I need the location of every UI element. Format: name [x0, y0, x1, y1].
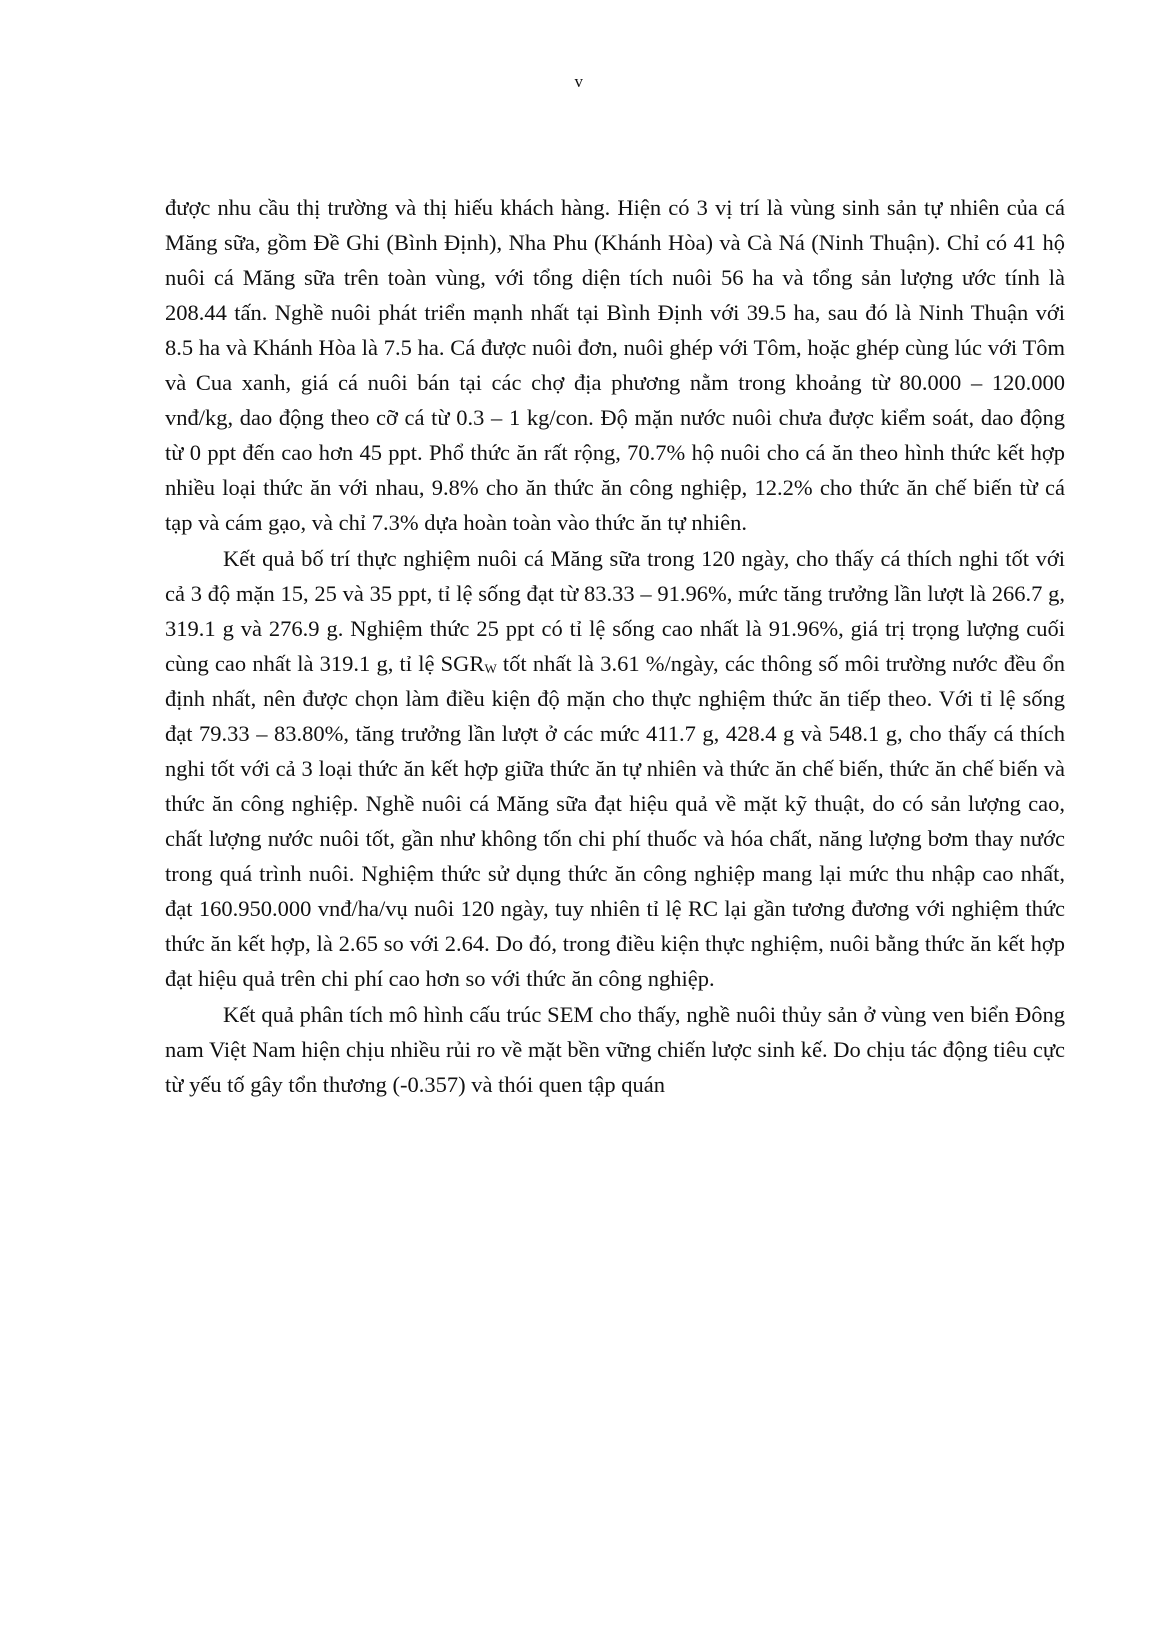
document-body	[165, 190, 1065, 1102]
paragraph-experiment-results-part1: Kết quả bố trí thực nghiệm nuôi cá Măng sữa trong 120 ngày, cho thấy cá thích nghi tốt với cả 3 độ mặn 15, 25 và 35 ppt, tỉ lệ sống đạt từ 83.33 – 91.96%, mức tăng trưởng lần lượt là 266.7 g, 319.1 g và 276.9 g. Nghiệm thức 25 ppt có tỉ lệ sống cao nhất là 91.96%, giá trị trọng lượng cuối cùng cao nhất là 319.1 g, tỉ lệ SGR	[165, 546, 1065, 676]
paragraph-aquaculture-survey: được nhu cầu thị trường và thị hiếu khách hàng. Hiện có 3 vị trí là vùng sinh sản tự nhiên của cá Măng sữa, gồm Đề Ghi (Bình Định), Nha Phu (Khánh Hòa) và Cà Ná (Ninh Thuận). Chỉ có 41 hộ nuôi cá Măng sữa trên toàn vùng, với tổng diện tích nuôi 56 ha và tổng sản lượng ước tính là 208.44 tấn. Nghề nuôi phát triển mạnh nhất tại Bình Định với 39.5 ha, sau đó là Ninh Thuận với 8.5 ha và Khánh Hòa là 7.5 ha. Cá được nuôi đơn, nuôi ghép với Tôm, hoặc ghép cùng lúc với Tôm và Cua xanh, giá cá nuôi bán tại các chợ địa phương nằm trong khoảng từ 80.000 – 120.000 vnđ/kg, dao động theo cỡ cá từ 0.3 – 1 kg/con. Độ mặn nước nuôi chưa được kiểm soát, dao động từ 0 ppt đến cao hơn 45 ppt. Phổ thức ăn rất rộng, 70.7% hộ nuôi cho cá ăn theo hình thức kết hợp nhiều loại thức ăn với nhau, 9.8% cho ăn thức ăn công nghiệp, 12.2% cho thức ăn chế biến từ cá tạp và cám gạo, và chỉ 7.3% dựa hoàn toàn vào thức ăn tự nhiên.	[165, 195, 1065, 535]
sgr-subscript: W	[484, 661, 497, 676]
paragraph-sem-analysis: Kết quả phân tích mô hình cấu trúc SEM cho thấy, nghề nuôi thủy sản ở vùng ven biển Đông nam Việt Nam hiện chịu nhiều rủi ro về mặt bền vững chiến lược sinh kế. Do chịu tác động tiêu cực từ yếu tố gây tổn thương (-0.357) và thói quen tập quán	[165, 1002, 1065, 1097]
paragraph-experiment-results-part2: tốt nhất là 3.61 %/ngày, các thông số môi trường nước đều ổn định nhất, nên được chọn làm điều kiện độ mặn cho thực nghiệm thức ăn tiếp theo. Với tỉ lệ sống đạt 79.33 – 83.80%, tăng trưởng lần lượt ở các mức 411.7 g, 428.4 g và 548.1 g, cho thấy cá thích nghi tốt với cả 3 loại thức ăn kết hợp giữa thức ăn tự nhiên và thức ăn chế biến, thức ăn chế biến và thức ăn công nghiệp. Nghề nuôi cá Măng sữa đạt hiệu quả về mặt kỹ thuật, do có sản lượng cao, chất lượng nước nuôi tốt, gần như không tốn chi phí thuốc và hóa chất, năng lượng bơm thay nước trong quá trình nuôi. Nghiệm thức sử dụng thức ăn công nghiệp mang lại mức thu nhập cao nhất, đạt 160.950.000 vnđ/ha/vụ nuôi 120 ngày, tuy nhiên tỉ lệ RC lại gần tương đương với nghiệm thức thức ăn kết hợp, là 2.65 so với 2.64. Do đó, trong điều kiện thực nghiệm, nuôi bằng thức ăn kết hợp đạt hiệu quả trên chi phí cao hơn so với thức ăn công nghiệp.	[165, 651, 1065, 991]
paragraph-experiment-results	[165, 541, 1065, 996]
page-number: v	[574, 72, 584, 91]
